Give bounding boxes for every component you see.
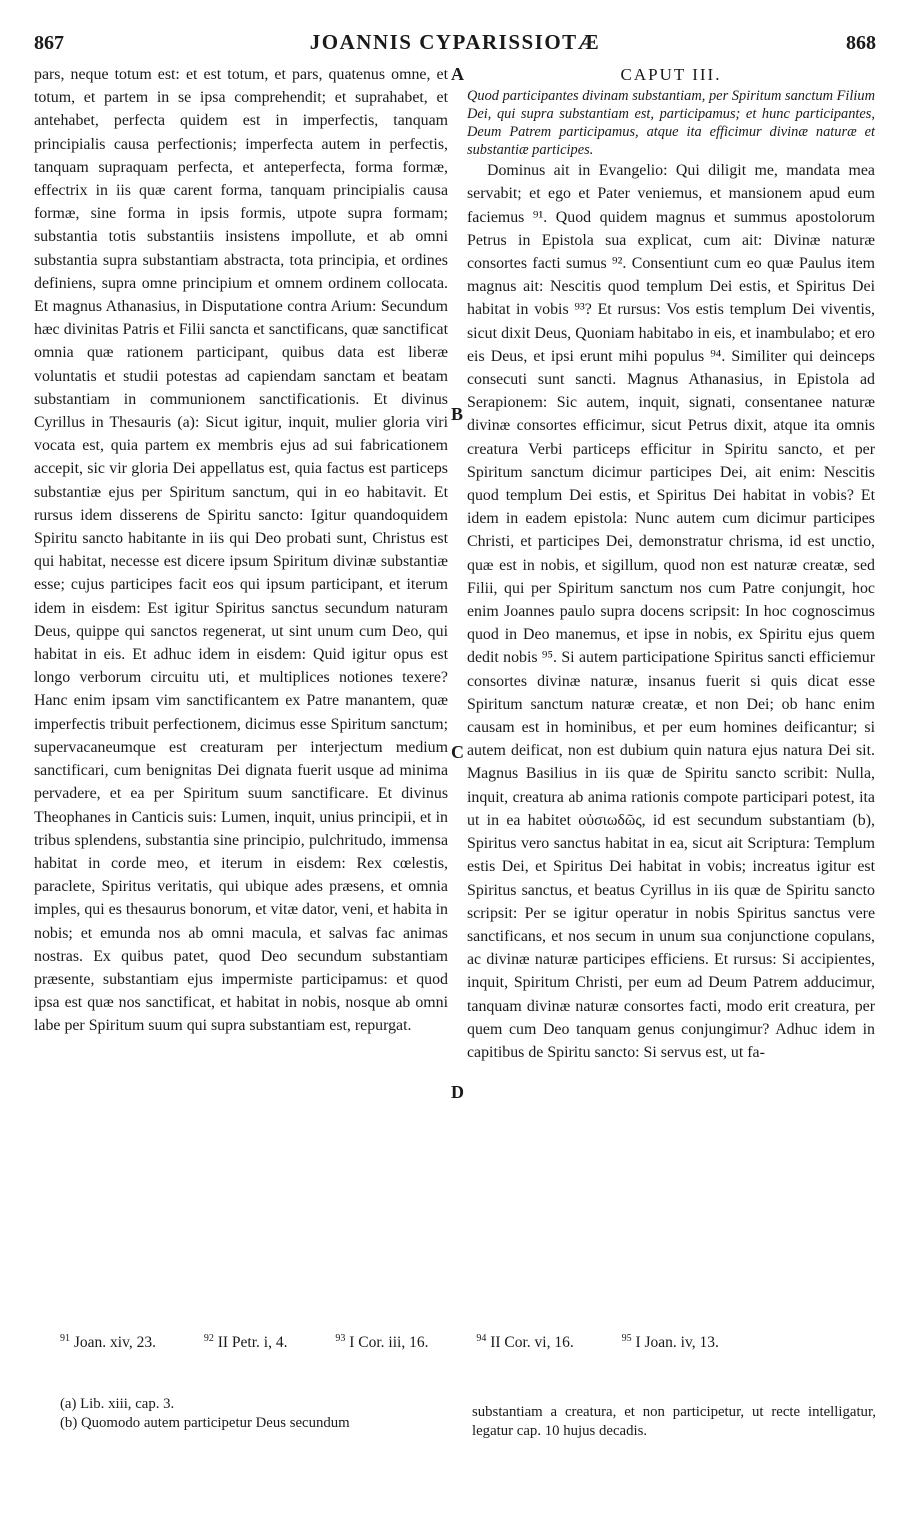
page-number-left: 867: [34, 32, 64, 54]
right-column-text: Dominus ait in Evangelio: Qui diligit me, mandata mea servabit; et ego et Pater veniemus, et mansionem apud eum faciemus ⁹¹. Quod quidem magnus et summus apostolorum Petrus in Epistola sua explicat, cum ait: Divinæ naturæ consortes facti sumus ⁹². Consentiunt cum eo quæ Paulus item magnus ait: Nescitis quod templum Dei estis, et Spiritus Dei habitat in vobis ⁹³? Et rursus: Vos estis templum Dei viventis, sicut dixit Deus, Quoniam habitabo in eis, et inambulabo; et ero eis Deus, et ipsi erunt mihi populus ⁹⁴. Similiter qui deinceps consecuti sunt sancti. Magnus Athanasius, in Epistola ad Serapionem: Sic autem, inquit, signati, consentanee naturæ divinæ consortes efficimur, sicut Petrus dixit, atque ita omnis creatura Verbi particeps efficitur in Spiritu sancto, et per Spiritum sanctum dicimur participes Dei, ait enim: Nescitis quod templum Dei estis, et Spiritus Dei habitat in vobis? Et idem in eadem epistola: Nunc autem cum dicimur participes Christi, et participes Dei, demonstratur chrisma, id est unctio, quæ est in nobis, et sigillum, quod non est naturæ creatæ, sed Filii, qui per Spiritum sanctum nos cum Patre conjungit, hoc enim Joannes paulo supra docens scripsit: In hoc cognoscimus quod in Deo manemus, et ipse in nobis, ex Spiritu ejus quem dedit nobis ⁹⁵. Si autem participatione Spiritus sancti efficiemur consortes divinæ naturæ, insanus fuerit si quis dicat esse Spiritum sanctum naturæ creatæ, et non Dei; ob hanc enim causam est in hominibus, et per eum homines deificantur; si autem deificat, non est dubium quin natura ejus natura Dei sit. Magnus Basilius in iis quæ de Spiritu sancto scribit: Nulla, inquit, creatura ab anima rationis compote participari potest, ita ut in ea habitet οὐσιωδῶς, id est secundum substantiam (b), Spiritus vero sanctus habitat in ea, sicut ait Scriptura: Templum estis Dei, et Spiritus Dei habitat in vobis; increatus igitur est Spiritus sanctus, et beatus Cyrillus in iis quæ de Spiritu sancto scripsit: Per se igitur operatur in nobis Spiritus sanctus vere sanctificans, et nos secum in unum sua conjunctione copulans, ac divinæ naturæ participes efficiens. Et rursus: Si accipientes, inquit, Spiritum Christi, per eum ad Deum Patrem adducimur, tanquam divinæ naturæ consortes facti, modo erit creatura, per quem cum Deo tanquam genus conjungimur? Adhuc idem in capitibus de Spiritu sancto: Si servus est, ut fa-: [467, 162, 875, 1061]
chapter-heading: CAPUT III.: [620, 65, 722, 84]
scripture-note: $^{93}$ I Cor. iii, 16.: [335, 1333, 429, 1352]
scripture-note: $^{91}$ Joan. xiv, 23.: [60, 1333, 156, 1352]
running-title: JOANNIS CYPARISSIOTÆ: [309, 30, 601, 54]
footnotes-right: [472, 1403, 876, 1441]
scripture-note: $^{94}$ II Cor. vi, 16.: [476, 1333, 574, 1352]
margin-marker-a: A: [451, 64, 464, 84]
running-head: [34, 30, 876, 58]
scripture-note: $^{95}$ I Joan. iv, 13.: [621, 1333, 719, 1352]
margin-marker-c: C: [451, 742, 464, 762]
scripture-note: $^{92}$ II Petr. i, 4.: [203, 1333, 288, 1352]
footnote-a: (a) Lib. xiii, cap. 3.: [60, 1396, 175, 1412]
page-number-right: 868: [846, 32, 876, 54]
footnotes-left: [60, 1395, 452, 1433]
chapter-summary: Quod participantes divinam substantiam, per Spiritum sanctum Filium Dei, qui supra substantiam est, participamus; et hunc participantes, Deum Patrem participamus, atque ita efficimur divinæ naturæ et substantiæ participes.: [467, 88, 875, 159]
margin-marker-b: B: [451, 404, 464, 424]
footnote-b-end: substantiam a creatura, et non participetur, ut recte intelligatur, legatur cap. 10 hujus decadis.: [472, 1404, 876, 1439]
margin-marker-d: D: [451, 1082, 464, 1102]
scripture-notes: [60, 1333, 860, 1352]
left-column-text: pars, neque totum est: et est totum, et pars, quatenus omne, et totum, et partem in se ipsa comprehendit; et suprahabet, et antehabet, perfecta quidem est in imperfectis, tanquam principialis causa perfectionis; imperfecta autem in perfectis, tanquam supraquam perfecta, et anteperfecta, forma formæ, effectrix in iis quæ carent forma, tanquam principialis causa formæ, sine forma in ipsis formis, utpote supra formam; substantia totis substantiis insistens impollute, et ab omni substantia supra substantiam abstracta, tota principia, et ordines definiens, supra omne principium et omnem ordinem collocata. Et magnus Athanasius, in Disputatione contra Arium: Secundum hæc divinitas Patris et Filii sancta et sanctificans, quæ sanctificat omnia quæ rationem participant, quibus data est liberæ voluntatis et studii potestas ad capiendam sanctam et beatam substantiam in communionem sanctificationis. Et divinus Cyrillus in Thesauris (a): Sicut igitur, inquit, mulier gloria viri vocata est, quia partem ex membris ejus ad sui fabricationem accepit, sic vir gloria Dei appellatus est, quia factus est particeps substantiæ ejus per Spiritum sanctum, qui in eo habitavit. Et rursus idem disserens de Spiritu sancto: Igitur quandoquidem Spiritu sancto habitante in iis qui Deo probati sunt, Christus est qui habitat, necesse est dicere ipsum Spiritum divinæ substantiæ esse; cujus participes facit eos qui ipsum participant, et iterum idem in eisdem: Est igitur Spiritus sanctus secundum naturam Deus, quippe qui sanctos regenerat, ut sint unum cum Deo, qui habitat in eis. Et adhuc idem in eisdem: Quid igitur opus est longo verborum circuitu uti, et multiplices notiones texere? Hanc enim ipsam vim sanctificantem ex Patre manantem, quæ imperfectis tribuit perfectionem, dicimus esse Spiritum sanctum; supervacaneumque est creaturam per interjectum medium sanctificari, cum benignitas Dei dignata fuerit usque ad minima pervadere, et ea per Spiritum suum sanctificare. Et divinus Theophanes in Canticis suis: Lumen, inquit, unius principii, et in tribus splendens, substantia sine principio, pulchritudo, immensa habitat in corde meo, et iterum in eisdem: Rex cœlestis, paraclete, Spiritus veritatis, qui ubique ades præsens, et omnia imples, qui es thesaurus bonorum, et vitæ dator, veni, et habita in nobis; et emunda nos ab omni macula, et salvas fac animas nostras. Ex quibus patet, quod Deo secundum substantiam præsente, substantiam ejus impermiste participamus: et quod ipsa est quæ nos sanctificat, et habitat in nobis, nosque ab omni labe per Spiritum suum qui supra substantiam est, repurgat.: [34, 66, 448, 1035]
right-column: [467, 63, 875, 1064]
left-column: [34, 63, 448, 1038]
footnote-b-start: (b) Quomodo autem participetur Deus secundum: [60, 1415, 350, 1431]
